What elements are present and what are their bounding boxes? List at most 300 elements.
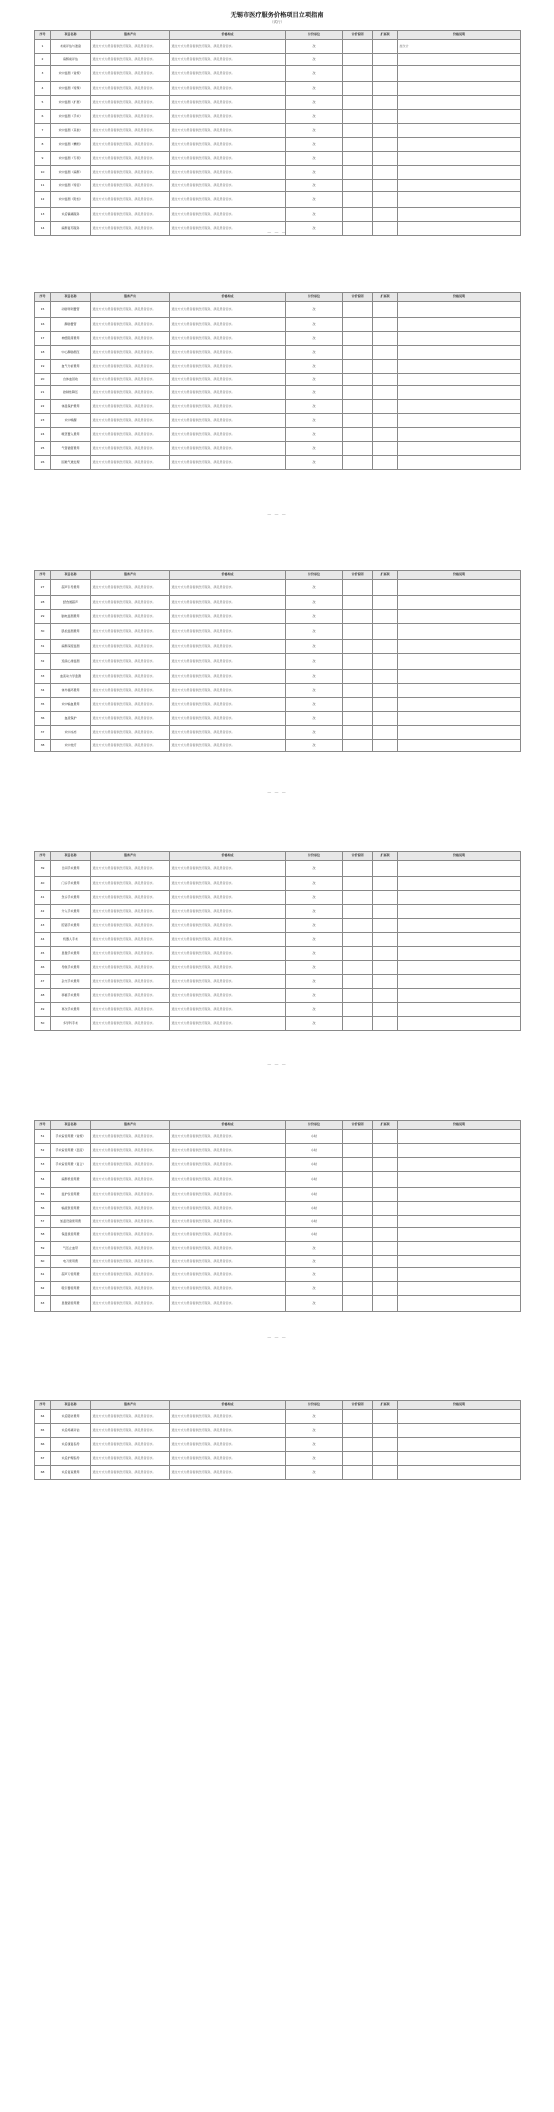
document-subtitle: （试行） bbox=[269, 20, 285, 24]
cell-unit: 次 bbox=[286, 428, 343, 442]
cell-extension bbox=[373, 891, 398, 905]
cell-unit: 次 bbox=[286, 386, 343, 400]
cell-item-name: 术中监测（扩展） bbox=[51, 96, 91, 110]
table-row bbox=[35, 580, 521, 596]
table-row bbox=[35, 400, 521, 414]
cell-number: 18 bbox=[35, 346, 51, 360]
cell-extension bbox=[373, 414, 398, 428]
cell-unit-note bbox=[343, 624, 373, 640]
cell-extension bbox=[373, 1452, 398, 1466]
table-row bbox=[35, 961, 521, 975]
cell-price-composition: 通过方式为患者提供医疗服务，满足患者需求。 bbox=[170, 654, 286, 670]
cell-unit: 次 bbox=[286, 905, 343, 919]
cell-price-note bbox=[398, 905, 521, 919]
cell-unit: 次 bbox=[286, 947, 343, 961]
cell-number: 10 bbox=[35, 166, 51, 180]
cell-unit: 小时 bbox=[286, 1130, 343, 1144]
table-row bbox=[35, 975, 521, 989]
cell-unit: 次 bbox=[286, 961, 343, 975]
cell-unit: 次 bbox=[286, 1296, 343, 1312]
cell-unit: 次 bbox=[286, 861, 343, 877]
cell-price-note bbox=[398, 580, 521, 596]
cell-unit-note bbox=[343, 684, 373, 698]
table-row bbox=[35, 166, 521, 180]
column-header: 价格构成 bbox=[170, 1121, 286, 1130]
cell-item-name: 急诊手术费用 bbox=[51, 891, 91, 905]
cell-price-note bbox=[398, 1216, 521, 1228]
column-header: 计价单位 bbox=[286, 1121, 343, 1130]
cell-unit: 次 bbox=[286, 989, 343, 1003]
cell-price-composition: 通过方式为患者提供医疗服务，满足患者需求。 bbox=[170, 124, 286, 138]
cell-price-note bbox=[398, 82, 521, 96]
cell-item-name: 杂交手术费用 bbox=[51, 975, 91, 989]
cell-price-note bbox=[398, 712, 521, 726]
cell-item-name: 喉罩置入费用 bbox=[51, 428, 91, 442]
cell-service-output: 通过方式为患者提供医疗服务，满足患者需求。 bbox=[91, 1158, 170, 1172]
cell-price-note bbox=[398, 152, 521, 166]
cell-price-note bbox=[398, 54, 521, 66]
cell-price-note bbox=[398, 877, 521, 891]
cell-unit: 次 bbox=[286, 698, 343, 712]
cell-item-name: 术后疼痛评估 bbox=[51, 1424, 91, 1438]
cell-unit-note bbox=[343, 1017, 373, 1031]
cell-unit: 次 bbox=[286, 332, 343, 346]
cell-service-output: 通过方式为患者提供医疗服务，满足患者需求。 bbox=[91, 192, 170, 208]
cell-unit-note bbox=[343, 1216, 373, 1228]
cell-item-name: 术后随访费用 bbox=[51, 1410, 91, 1424]
column-header: 价格构成 bbox=[170, 852, 286, 861]
cell-item-name: 静脉置管 bbox=[51, 318, 91, 332]
cell-unit-note bbox=[343, 360, 373, 374]
pricing-table bbox=[34, 1120, 521, 1312]
cell-unit-note bbox=[343, 1158, 373, 1172]
cell-price-composition: 通过方式为患者提供医疗服务，满足患者需求。 bbox=[170, 726, 286, 740]
table-page-2 bbox=[34, 292, 520, 470]
cell-price-note bbox=[398, 740, 521, 752]
cell-item-name: 术中监测（精细） bbox=[51, 138, 91, 152]
table-row bbox=[35, 1003, 521, 1017]
cell-service-output: 通过方式为患者提供医疗服务，满足患者需求。 bbox=[91, 861, 170, 877]
cell-number: 12 bbox=[35, 192, 51, 208]
cell-item-name: 手术室使用费（常规） bbox=[51, 1130, 91, 1144]
cell-price-composition: 通过方式为患者提供医疗服务，满足患者需求。 bbox=[170, 1216, 286, 1228]
cell-service-output: 通过方式为患者提供医疗服务，满足患者需求。 bbox=[91, 124, 170, 138]
cell-service-output: 通过方式为患者提供医疗服务，满足患者需求。 bbox=[91, 40, 170, 54]
cell-price-composition: 通过方式为患者提供医疗服务，满足患者需求。 bbox=[170, 933, 286, 947]
cell-service-output: 通过方式为患者提供医疗服务，满足患者需求。 bbox=[91, 1424, 170, 1438]
cell-item-name: 术中监测（手术） bbox=[51, 110, 91, 124]
cell-number: 11 bbox=[35, 180, 51, 192]
cell-extension bbox=[373, 947, 398, 961]
cell-extension bbox=[373, 1202, 398, 1216]
cell-extension bbox=[373, 82, 398, 96]
cell-price-note bbox=[398, 1256, 521, 1268]
cell-unit-note bbox=[343, 1202, 373, 1216]
cell-service-output: 通过方式为患者提供医疗服务，满足患者需求。 bbox=[91, 654, 170, 670]
cell-item-name: 连续心排监测 bbox=[51, 654, 91, 670]
cell-unit-note bbox=[343, 124, 373, 138]
cell-unit: 小时 bbox=[286, 1158, 343, 1172]
cell-price-composition: 通过方式为患者提供医疗服务，满足患者需求。 bbox=[170, 192, 286, 208]
column-header: 服务产出 bbox=[91, 31, 170, 40]
table-row bbox=[35, 1296, 521, 1312]
cell-number: 41 bbox=[35, 891, 51, 905]
cell-item-name: 介入手术费用 bbox=[51, 905, 91, 919]
cell-price-composition: 通过方式为患者提供医疗服务，满足患者需求。 bbox=[170, 1256, 286, 1268]
cell-service-output: 通过方式为患者提供医疗服务，满足患者需求。 bbox=[91, 1003, 170, 1017]
cell-unit-note bbox=[343, 698, 373, 712]
cell-service-output: 通过方式为患者提供医疗服务，满足患者需求。 bbox=[91, 961, 170, 975]
cell-service-output: 通过方式为患者提供医疗服务，满足患者需求。 bbox=[91, 96, 170, 110]
column-header: 计价单位 bbox=[286, 31, 343, 40]
cell-price-composition: 通过方式为患者提供医疗服务，满足患者需求。 bbox=[170, 152, 286, 166]
cell-item-name: 术中监测（特殊） bbox=[51, 82, 91, 96]
cell-number: 67 bbox=[35, 1452, 51, 1466]
cell-price-composition: 通过方式为患者提供医疗服务，满足患者需求。 bbox=[170, 698, 286, 712]
cell-price-composition: 通过方式为患者提供医疗服务，满足患者需求。 bbox=[170, 1228, 286, 1242]
table-row bbox=[35, 891, 521, 905]
table-row bbox=[35, 1017, 521, 1031]
cell-unit: 小时 bbox=[286, 1202, 343, 1216]
cell-extension bbox=[373, 1424, 398, 1438]
cell-price-note bbox=[398, 124, 521, 138]
cell-extension bbox=[373, 1188, 398, 1202]
cell-number: 32 bbox=[35, 654, 51, 670]
column-header: 计价说明 bbox=[343, 571, 373, 580]
cell-unit-note bbox=[343, 166, 373, 180]
cell-item-name: 多学科手术 bbox=[51, 1017, 91, 1031]
cell-unit-note bbox=[343, 96, 373, 110]
cell-price-composition: 通过方式为患者提供医疗服务，满足患者需求。 bbox=[170, 346, 286, 360]
table-row bbox=[35, 670, 521, 684]
cell-price-composition: 通过方式为患者提供医疗服务，满足患者需求。 bbox=[170, 318, 286, 332]
table-row bbox=[35, 302, 521, 318]
cell-price-composition: 通过方式为患者提供医疗服务，满足患者需求。 bbox=[170, 1466, 286, 1480]
cell-extension bbox=[373, 961, 398, 975]
column-header: 价格说明 bbox=[398, 571, 521, 580]
cell-unit-note bbox=[343, 1466, 373, 1480]
cell-service-output: 通过方式为患者提供医疗服务，满足患者需求。 bbox=[91, 947, 170, 961]
cell-item-name: 术中监测（其他） bbox=[51, 124, 91, 138]
cell-price-note bbox=[398, 726, 521, 740]
column-header: 价格说明 bbox=[398, 1401, 521, 1410]
cell-unit: 次 bbox=[286, 670, 343, 684]
cell-item-name: 输液泵使用费 bbox=[51, 1202, 91, 1216]
column-header: 服务产出 bbox=[91, 852, 170, 861]
cell-service-output: 通过方式为患者提供医疗服务，满足患者需求。 bbox=[91, 54, 170, 66]
cell-extension bbox=[373, 698, 398, 712]
cell-number: 60 bbox=[35, 1256, 51, 1268]
cell-number: 51 bbox=[35, 1130, 51, 1144]
table-row bbox=[35, 40, 521, 54]
cell-price-composition: 通过方式为患者提供医疗服务，满足患者需求。 bbox=[170, 40, 286, 54]
cell-price-note bbox=[398, 166, 521, 180]
cell-item-name: 术中监测（麻醉） bbox=[51, 166, 91, 180]
cell-price-note bbox=[398, 596, 521, 610]
cell-price-note bbox=[398, 1158, 521, 1172]
table-row bbox=[35, 1282, 521, 1296]
cell-unit-note bbox=[343, 1296, 373, 1312]
cell-unit: 次 bbox=[286, 891, 343, 905]
cell-extension bbox=[373, 400, 398, 414]
cell-number: 47 bbox=[35, 975, 51, 989]
cell-item-name: 术后康复指导 bbox=[51, 1438, 91, 1452]
cell-price-note bbox=[398, 1202, 521, 1216]
table-row bbox=[35, 596, 521, 610]
table-row bbox=[35, 1452, 521, 1466]
cell-service-output: 通过方式为患者提供医疗服务，满足患者需求。 bbox=[91, 684, 170, 698]
cell-extension bbox=[373, 386, 398, 400]
cell-item-name: 导航手术费用 bbox=[51, 961, 91, 975]
cell-service-output: 通过方式为患者提供医疗服务，满足患者需求。 bbox=[91, 346, 170, 360]
table-page-6 bbox=[34, 1400, 520, 1480]
cell-service-output: 通过方式为患者提供医疗服务，满足患者需求。 bbox=[91, 360, 170, 374]
cell-number: 42 bbox=[35, 905, 51, 919]
table-header-row bbox=[35, 1401, 521, 1410]
table-row bbox=[35, 624, 521, 640]
cell-price-note bbox=[398, 1410, 521, 1424]
cell-item-name: 术中监测（附加） bbox=[51, 192, 91, 208]
cell-unit-note bbox=[343, 456, 373, 470]
cell-unit-note bbox=[343, 1188, 373, 1202]
cell-extension bbox=[373, 877, 398, 891]
cell-item-name: 显微镜使用费 bbox=[51, 1296, 91, 1312]
table-row bbox=[35, 1424, 521, 1438]
cell-unit-note bbox=[343, 1438, 373, 1452]
cell-price-composition: 通过方式为患者提供医疗服务，满足患者需求。 bbox=[170, 1296, 286, 1312]
table-row bbox=[35, 332, 521, 346]
cell-price-composition: 通过方式为患者提供医疗服务，满足患者需求。 bbox=[170, 180, 286, 192]
cell-price-composition: 通过方式为患者提供医疗服务，满足患者需求。 bbox=[170, 96, 286, 110]
cell-price-composition: 通过方式为患者提供医疗服务，满足患者需求。 bbox=[170, 580, 286, 596]
cell-item-name: 术中输血费用 bbox=[51, 698, 91, 712]
cell-number: 53 bbox=[35, 1158, 51, 1172]
cell-price-note bbox=[398, 989, 521, 1003]
cell-unit: 次 bbox=[286, 302, 343, 318]
cell-price-composition: 通过方式为患者提供医疗服务，满足患者需求。 bbox=[170, 1268, 286, 1282]
cell-number: 38 bbox=[35, 740, 51, 752]
cell-price-composition: 通过方式为患者提供医疗服务，满足患者需求。 bbox=[170, 905, 286, 919]
cell-unit: 次 bbox=[286, 82, 343, 96]
cell-item-name: 血气分析费用 bbox=[51, 360, 91, 374]
table-row bbox=[35, 54, 521, 66]
cell-number: 62 bbox=[35, 1282, 51, 1296]
cell-unit-note bbox=[343, 596, 373, 610]
cell-number: 5 bbox=[35, 96, 51, 110]
cell-item-name: 日间手术费用 bbox=[51, 861, 91, 877]
cell-price-composition: 通过方式为患者提供医疗服务，满足患者需求。 bbox=[170, 712, 286, 726]
cell-price-note bbox=[398, 1242, 521, 1256]
cell-unit: 次 bbox=[286, 346, 343, 360]
cell-unit: 次 bbox=[286, 456, 343, 470]
cell-number: 31 bbox=[35, 640, 51, 654]
cell-price-composition: 通过方式为患者提供医疗服务，满足患者需求。 bbox=[170, 1172, 286, 1188]
cell-price-composition: 通过方式为患者提供医疗服务，满足患者需求。 bbox=[170, 302, 286, 318]
cell-unit: 次 bbox=[286, 152, 343, 166]
pricing-table bbox=[34, 570, 521, 752]
cell-price-note bbox=[398, 684, 521, 698]
cell-price-note bbox=[398, 698, 521, 712]
cell-price-note bbox=[398, 1130, 521, 1144]
cell-price-note bbox=[398, 640, 521, 654]
table-row bbox=[35, 138, 521, 152]
cell-extension bbox=[373, 975, 398, 989]
cell-service-output: 通过方式为患者提供医疗服务，满足患者需求。 bbox=[91, 66, 170, 82]
cell-unit-note bbox=[343, 1228, 373, 1242]
cell-unit: 次 bbox=[286, 1466, 343, 1480]
cell-number: 1 bbox=[35, 40, 51, 54]
cell-extension bbox=[373, 1172, 398, 1188]
cell-unit-note bbox=[343, 961, 373, 975]
cell-price-note bbox=[398, 374, 521, 386]
cell-price-note bbox=[398, 138, 521, 152]
cell-service-output: 通过方式为患者提供医疗服务，满足患者需求。 bbox=[91, 400, 170, 414]
cell-item-name: 机器人手术 bbox=[51, 933, 91, 947]
cell-unit-note bbox=[343, 726, 373, 740]
cell-extension bbox=[373, 318, 398, 332]
cell-item-name: 术中冰冻 bbox=[51, 726, 91, 740]
cell-number: 39 bbox=[35, 861, 51, 877]
column-header: 项目名称 bbox=[51, 852, 91, 861]
table-row bbox=[35, 1438, 521, 1452]
cell-price-composition: 通过方式为患者提供医疗服务，满足患者需求。 bbox=[170, 1410, 286, 1424]
cell-item-name: 经食道超声 bbox=[51, 596, 91, 610]
column-header: 价格构成 bbox=[170, 1401, 286, 1410]
cell-number: 61 bbox=[35, 1268, 51, 1282]
cell-price-composition: 通过方式为患者提供医疗服务，满足患者需求。 bbox=[170, 222, 286, 236]
cell-price-note bbox=[398, 1296, 521, 1312]
table-row bbox=[35, 456, 521, 470]
cell-item-name: 麻醉深度监测 bbox=[51, 640, 91, 654]
cell-price-note bbox=[398, 346, 521, 360]
cell-unit-note bbox=[343, 302, 373, 318]
pricing-table bbox=[34, 851, 521, 1031]
column-header: 扩展项 bbox=[373, 293, 398, 302]
cell-item-name: 麻醉前评估 bbox=[51, 54, 91, 66]
cell-price-composition: 通过方式为患者提供医疗服务，满足患者需求。 bbox=[170, 414, 286, 428]
cell-number: 68 bbox=[35, 1466, 51, 1480]
cell-price-note bbox=[398, 654, 521, 670]
cell-service-output: 通过方式为患者提供医疗服务，满足患者需求。 bbox=[91, 1216, 170, 1228]
cell-service-output: 通过方式为患者提供医疗服务，满足患者需求。 bbox=[91, 442, 170, 456]
cell-number: 66 bbox=[35, 1438, 51, 1452]
cell-price-note bbox=[398, 861, 521, 877]
cell-unit: 次 bbox=[286, 374, 343, 386]
cell-service-output: 通过方式为患者提供医疗服务，满足患者需求。 bbox=[91, 166, 170, 180]
cell-unit: 次 bbox=[286, 684, 343, 698]
table-header-row bbox=[35, 1121, 521, 1130]
cell-price-note bbox=[398, 1172, 521, 1188]
cell-unit-note bbox=[343, 861, 373, 877]
cell-item-name: 再次手术费用 bbox=[51, 1003, 91, 1017]
cell-extension bbox=[373, 1410, 398, 1424]
cell-price-composition: 通过方式为患者提供医疗服务，满足患者需求。 bbox=[170, 1003, 286, 1017]
cell-item-name: 超声刀使用费 bbox=[51, 1268, 91, 1282]
page-separator: — — — bbox=[267, 230, 287, 235]
cell-price-composition: 通过方式为患者提供医疗服务，满足患者需求。 bbox=[170, 640, 286, 654]
cell-extension bbox=[373, 1242, 398, 1256]
cell-price-composition: 通过方式为患者提供医疗服务，满足患者需求。 bbox=[170, 1242, 286, 1256]
cell-unit: 次 bbox=[286, 740, 343, 752]
cell-item-name: 肌松监测费用 bbox=[51, 624, 91, 640]
cell-price-composition: 通过方式为患者提供医疗服务，满足患者需求。 bbox=[170, 1158, 286, 1172]
cell-service-output: 通过方式为患者提供医疗服务，满足患者需求。 bbox=[91, 1202, 170, 1216]
table-row bbox=[35, 346, 521, 360]
cell-price-note bbox=[398, 400, 521, 414]
cell-price-note bbox=[398, 1438, 521, 1452]
cell-extension bbox=[373, 1144, 398, 1158]
cell-unit-note bbox=[343, 110, 373, 124]
cell-service-output: 通过方式为患者提供医疗服务，满足患者需求。 bbox=[91, 891, 170, 905]
table-page-1 bbox=[34, 30, 520, 236]
cell-unit-note bbox=[343, 580, 373, 596]
cell-extension bbox=[373, 124, 398, 138]
cell-unit: 次 bbox=[286, 96, 343, 110]
cell-unit-note bbox=[343, 1268, 373, 1282]
cell-unit: 次 bbox=[286, 975, 343, 989]
cell-extension bbox=[373, 54, 398, 66]
cell-number: 28 bbox=[35, 596, 51, 610]
cell-unit: 次 bbox=[286, 877, 343, 891]
cell-price-note bbox=[398, 1282, 521, 1296]
cell-extension bbox=[373, 442, 398, 456]
cell-unit: 小时 bbox=[286, 1188, 343, 1202]
cell-extension bbox=[373, 684, 398, 698]
column-header: 项目名称 bbox=[51, 293, 91, 302]
cell-unit: 次 bbox=[286, 318, 343, 332]
column-header: 计价说明 bbox=[343, 1401, 373, 1410]
cell-item-name: 术中唤醒 bbox=[51, 414, 91, 428]
cell-unit: 次 bbox=[286, 66, 343, 82]
table-row bbox=[35, 919, 521, 933]
cell-price-composition: 通过方式为患者提供医疗服务，满足患者需求。 bbox=[170, 360, 286, 374]
cell-item-name: 手术室使用费（复合） bbox=[51, 1158, 91, 1172]
table-row bbox=[35, 414, 521, 428]
cell-extension bbox=[373, 1017, 398, 1031]
cell-price-composition: 通过方式为患者提供医疗服务，满足患者需求。 bbox=[170, 861, 286, 877]
cell-price-composition: 通过方式为患者提供医疗服务，满足患者需求。 bbox=[170, 947, 286, 961]
cell-price-composition: 通过方式为患者提供医疗服务，满足患者需求。 bbox=[170, 442, 286, 456]
cell-unit: 次 bbox=[286, 640, 343, 654]
cell-extension bbox=[373, 596, 398, 610]
column-header: 价格说明 bbox=[398, 852, 521, 861]
cell-number: 23 bbox=[35, 414, 51, 428]
cell-price-note bbox=[398, 670, 521, 684]
cell-number: 14 bbox=[35, 222, 51, 236]
table-row bbox=[35, 877, 521, 891]
table-row bbox=[35, 428, 521, 442]
cell-price-note bbox=[398, 933, 521, 947]
cell-item-name: 门诊手术费用 bbox=[51, 877, 91, 891]
cell-service-output: 通过方式为患者提供医疗服务，满足患者需求。 bbox=[91, 208, 170, 222]
cell-extension bbox=[373, 40, 398, 54]
cell-item-name: 术中监测（专项） bbox=[51, 152, 91, 166]
column-header: 项目名称 bbox=[51, 1401, 91, 1410]
cell-price-composition: 通过方式为患者提供医疗服务，满足患者需求。 bbox=[170, 1188, 286, 1202]
cell-unit: 次 bbox=[286, 1438, 343, 1452]
column-header: 价格说明 bbox=[398, 1121, 521, 1130]
cell-unit-note bbox=[343, 877, 373, 891]
cell-unit-note bbox=[343, 414, 373, 428]
cell-number: 43 bbox=[35, 919, 51, 933]
cell-service-output: 通过方式为患者提供医疗服务，满足患者需求。 bbox=[91, 1242, 170, 1256]
cell-price-note bbox=[398, 610, 521, 624]
page-separator: — — — bbox=[267, 790, 287, 795]
cell-service-output: 通过方式为患者提供医疗服务，满足患者需求。 bbox=[91, 670, 170, 684]
cell-extension bbox=[373, 428, 398, 442]
cell-service-output: 通过方式为患者提供医疗服务，满足患者需求。 bbox=[91, 1268, 170, 1282]
cell-service-output: 通过方式为患者提供医疗服务，满足患者需求。 bbox=[91, 596, 170, 610]
